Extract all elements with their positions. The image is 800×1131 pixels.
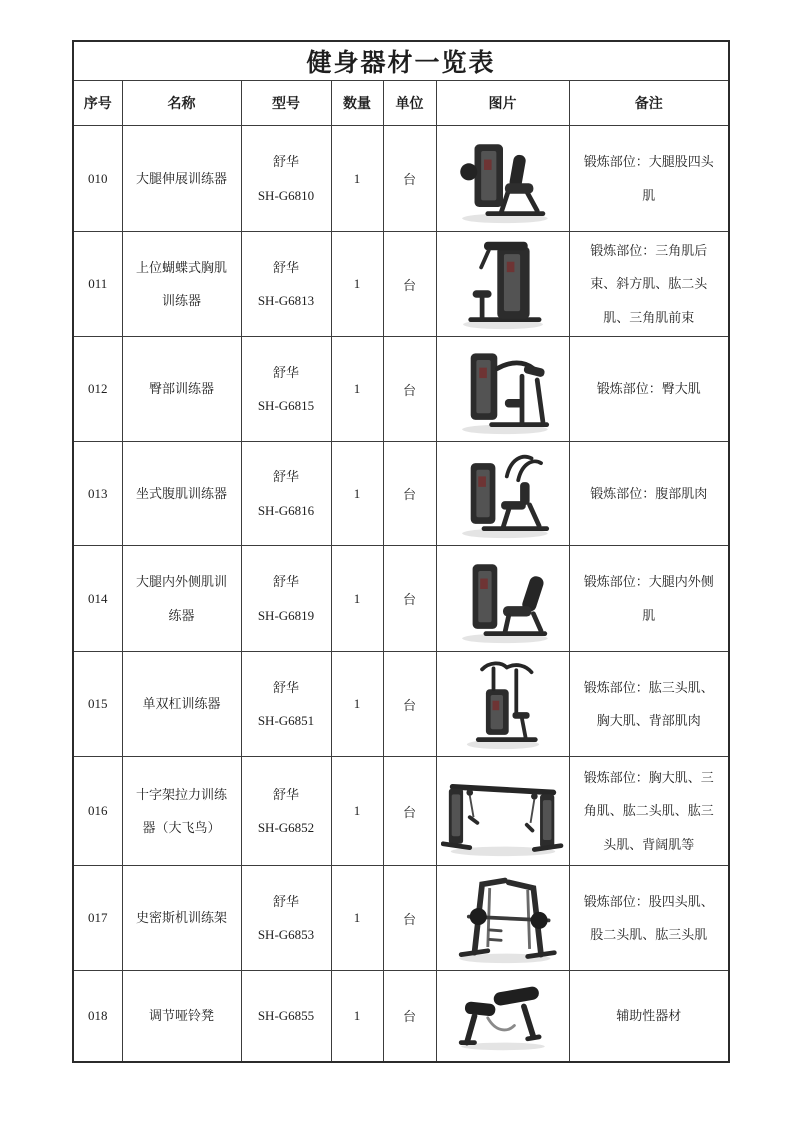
table-row — [73, 757, 729, 866]
equipment-name: 上位蝴蝶式胸肌训练器 — [122, 232, 241, 337]
remark: 锻炼部位：腹部肌肉 — [569, 442, 729, 546]
image-cell — [436, 866, 569, 971]
table-row — [73, 442, 729, 546]
model-cell — [241, 866, 331, 971]
brand-name: 舒华 — [272, 154, 299, 170]
model-cell — [241, 652, 331, 757]
unit: 台 — [383, 757, 436, 866]
quantity: 1 — [331, 126, 383, 232]
model-cell — [241, 757, 331, 866]
leg-extension-machine-image — [446, 131, 560, 226]
row-number: 014 — [73, 546, 122, 652]
row-number: 010 — [73, 126, 122, 232]
equipment-name: 坐式腹肌训练器 — [122, 442, 241, 546]
unit: 台 — [383, 232, 436, 337]
quantity: 1 — [331, 232, 383, 337]
unit: 台 — [383, 337, 436, 442]
quantity: 1 — [331, 442, 383, 546]
unit: 台 — [383, 546, 436, 652]
equipment-table — [72, 40, 730, 1063]
header-unit: 单位 — [383, 81, 436, 126]
brand-name: 舒华 — [272, 469, 299, 485]
image-cell — [436, 232, 569, 337]
unit: 台 — [383, 442, 436, 546]
remark: 辅助性器材 — [569, 971, 729, 1062]
brand-name: 舒华 — [272, 893, 299, 909]
image-cell — [436, 757, 569, 866]
header-model: 型号 — [241, 81, 331, 126]
model-number: SH-G6815 — [257, 398, 315, 413]
model-cell — [241, 971, 331, 1062]
image-cell — [436, 442, 569, 546]
model-number: SH-G6852 — [257, 820, 315, 835]
unit: 台 — [383, 652, 436, 757]
table-row — [73, 337, 729, 442]
table-row — [73, 971, 729, 1062]
model-number: SH-G6813 — [257, 293, 315, 308]
row-number: 017 — [73, 866, 122, 971]
model-number: SH-G6810 — [257, 187, 315, 203]
header-qty: 数量 — [331, 81, 383, 126]
equipment-name: 十字架拉力训练器（大飞鸟） — [122, 757, 241, 866]
brand-name: 舒华 — [272, 259, 299, 275]
remark: 锻炼部位：臀大肌 — [569, 337, 729, 442]
row-number: 015 — [73, 652, 122, 757]
table-row — [73, 126, 729, 232]
image-cell — [436, 971, 569, 1062]
model-number: SH-G6816 — [257, 502, 315, 518]
equipment-name: 大腿伸展训练器 — [122, 126, 241, 232]
brand-name: 舒华 — [272, 679, 299, 695]
image-cell — [436, 652, 569, 757]
model-cell — [241, 126, 331, 232]
model-number: SH-G6853 — [257, 927, 315, 942]
quantity: 1 — [331, 866, 383, 971]
model-cell — [241, 337, 331, 442]
dip-chin-tower-image — [446, 657, 560, 752]
quantity: 1 — [331, 757, 383, 866]
row-number: 011 — [73, 232, 122, 337]
pec-fly-machine-image — [446, 237, 560, 332]
remark: 锻炼部位：大腿股四头肌 — [569, 126, 729, 232]
smith-machine-image — [446, 871, 560, 966]
table-row — [73, 232, 729, 337]
equipment-name: 臀部训练器 — [122, 337, 241, 442]
adjustable-dumbbell-bench-image — [446, 978, 560, 1054]
quantity: 1 — [331, 337, 383, 442]
equipment-name: 大腿内外侧肌训练器 — [122, 546, 241, 652]
header-remark: 备注 — [569, 81, 729, 126]
header-name: 名称 — [122, 81, 241, 126]
quantity: 1 — [331, 971, 383, 1062]
model-cell — [241, 442, 331, 546]
table-row — [73, 652, 729, 757]
row-number: 018 — [73, 971, 122, 1062]
brand-name: 舒华 — [272, 574, 299, 590]
document-title: 健身器材一览表 — [73, 41, 729, 81]
thigh-abductor-machine-image — [446, 551, 560, 646]
model-cell — [241, 232, 331, 337]
table-row — [73, 546, 729, 652]
equipment-name: 单双杠训练器 — [122, 652, 241, 757]
unit: 台 — [383, 126, 436, 232]
row-number: 013 — [73, 442, 122, 546]
remark: 锻炼部位：大腿内外侧肌 — [569, 546, 729, 652]
quantity: 1 — [331, 652, 383, 757]
row-number: 016 — [73, 757, 122, 866]
remark: 锻炼部位：三角肌后束、斜方肌、肱二头肌、三角肌前束 — [569, 232, 729, 337]
image-cell — [436, 126, 569, 232]
model-cell — [241, 546, 331, 652]
brand-name: 舒华 — [272, 364, 299, 380]
remark: 锻炼部位：股四头肌、股二头肌、肱三头肌 — [569, 866, 729, 971]
cable-crossover-machine-image — [441, 764, 565, 859]
seated-ab-machine-image — [446, 446, 560, 541]
unit: 台 — [383, 866, 436, 971]
remark: 锻炼部位：肱三头肌、胸大肌、背部肌肉 — [569, 652, 729, 757]
header-image: 图片 — [436, 81, 569, 126]
image-cell — [436, 337, 569, 442]
remark: 锻炼部位：胸大肌、三角肌、肱二头肌、肱三头肌、背阔肌等 — [569, 757, 729, 866]
equipment-name: 调节哑铃凳 — [122, 971, 241, 1062]
header-row — [73, 81, 729, 126]
row-number: 012 — [73, 337, 122, 442]
image-cell — [436, 546, 569, 652]
title-row — [73, 41, 729, 81]
unit: 台 — [383, 971, 436, 1062]
model-number: SH-G6855 — [257, 1008, 315, 1024]
equipment-name: 史密斯机训练架 — [122, 866, 241, 971]
glute-trainer-machine-image — [446, 342, 560, 437]
model-number: SH-G6851 — [257, 713, 315, 728]
brand-name: 舒华 — [272, 786, 299, 802]
table-row — [73, 866, 729, 971]
model-number: SH-G6819 — [257, 607, 315, 623]
header-no: 序号 — [73, 81, 122, 126]
quantity: 1 — [331, 546, 383, 652]
